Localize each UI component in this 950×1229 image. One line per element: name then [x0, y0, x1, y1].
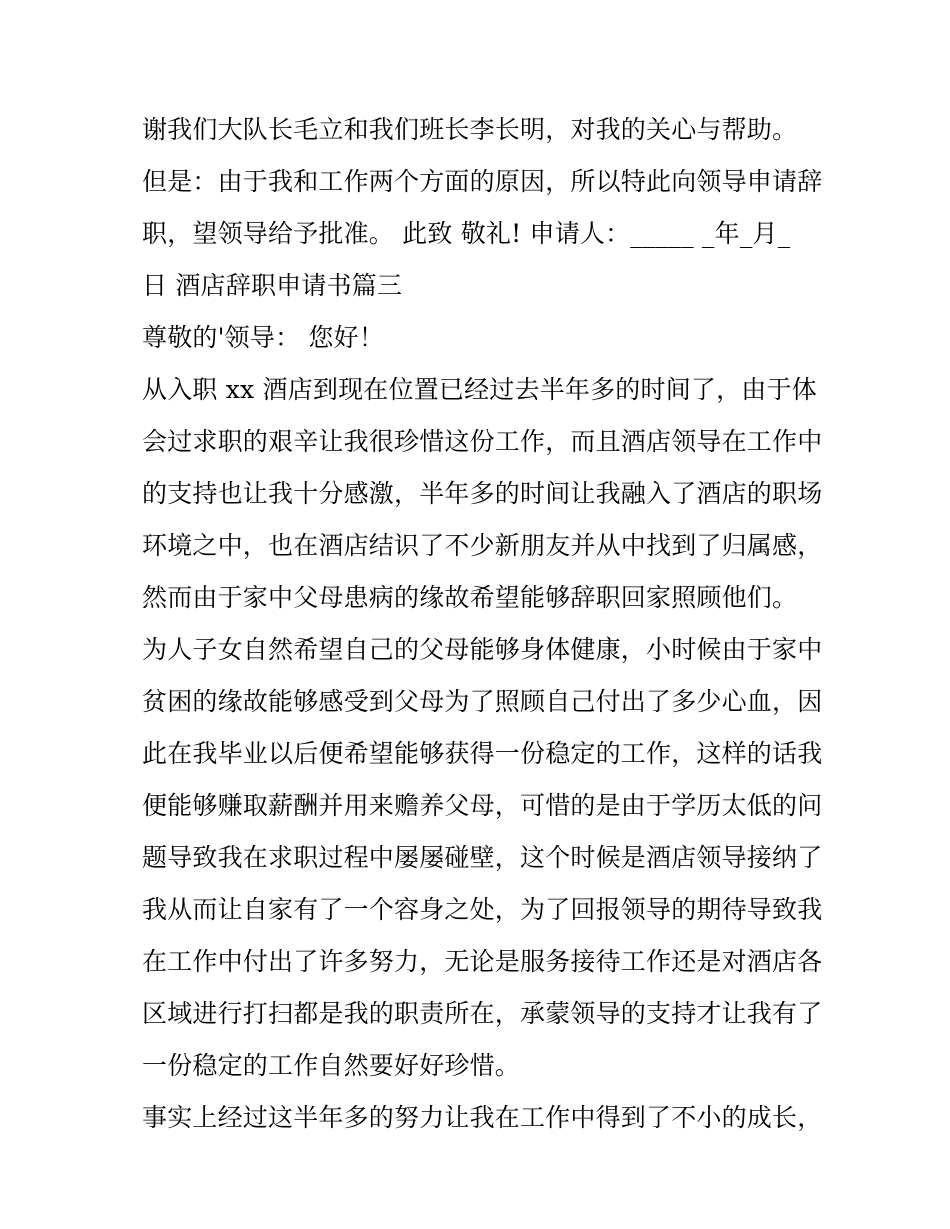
text-line: 为人子女自然希望自己的父母能够身体健康，小时候由于家中: [142, 635, 823, 664]
text-line: 题导致我在求职过程中屡屡碰壁，这个时候是酒店领导接纳了: [142, 843, 823, 872]
text-line: 贫困的缘故能够感受到父母为了照顾自己付出了多少心血，因: [142, 687, 823, 716]
text-line: 职，望领导给予批准。 此致 敬礼! 申请人：_____ _年_月_: [142, 219, 791, 248]
text-line: 此在我毕业以后便希望能够获得一份稳定的工作，这样的话我: [142, 739, 823, 768]
text-line: 一份稳定的工作自然要好好珍惜。: [142, 1051, 521, 1080]
text-line: 环境之中，也在酒店结识了不少新朋友并从中找到了归属感，: [142, 531, 823, 560]
text-line: 从入职 xx 酒店到现在位置已经过去半年多的时间了，由于体: [142, 375, 817, 404]
text-line: 但是：由于我和工作两个方面的原因，所以特此向领导申请辞: [142, 167, 823, 196]
section-heading: 日 酒店辞职申请书篇三: [142, 271, 403, 300]
text-line: 在工作中付出了许多努力，无论是服务接待工作还是对酒店各: [142, 947, 823, 976]
text-line: 谢我们大队长毛立和我们班长李长明，对我的关心与帮助。: [142, 115, 798, 144]
text-line: 的支持也让我十分感激，半年多的时间让我融入了酒店的职场: [142, 479, 823, 508]
text-line: 区域进行打扫都是我的职责所在，承蒙领导的支持才让我有了: [142, 999, 823, 1028]
text-line: 便能够赚取薪酬并用来赡养父母，可惜的是由于学历太低的问: [142, 791, 823, 820]
text-line: 事实上经过这半年多的努力让我在工作中得到了不小的成长，: [142, 1103, 823, 1132]
text-line: 会过求职的艰辛让我很珍惜这份工作，而且酒店领导在工作中: [142, 427, 823, 456]
body-text: [142, 104, 822, 1144]
salutation: 尊敬的'领导： 您好！: [142, 323, 385, 352]
text-line: 我从而让自家有了一个容身之处，为了回报领导的期待导致我: [142, 895, 823, 924]
text-line: 然而由于家中父母患病的缘故希望能够辞职回家照顾他们。: [142, 583, 798, 612]
